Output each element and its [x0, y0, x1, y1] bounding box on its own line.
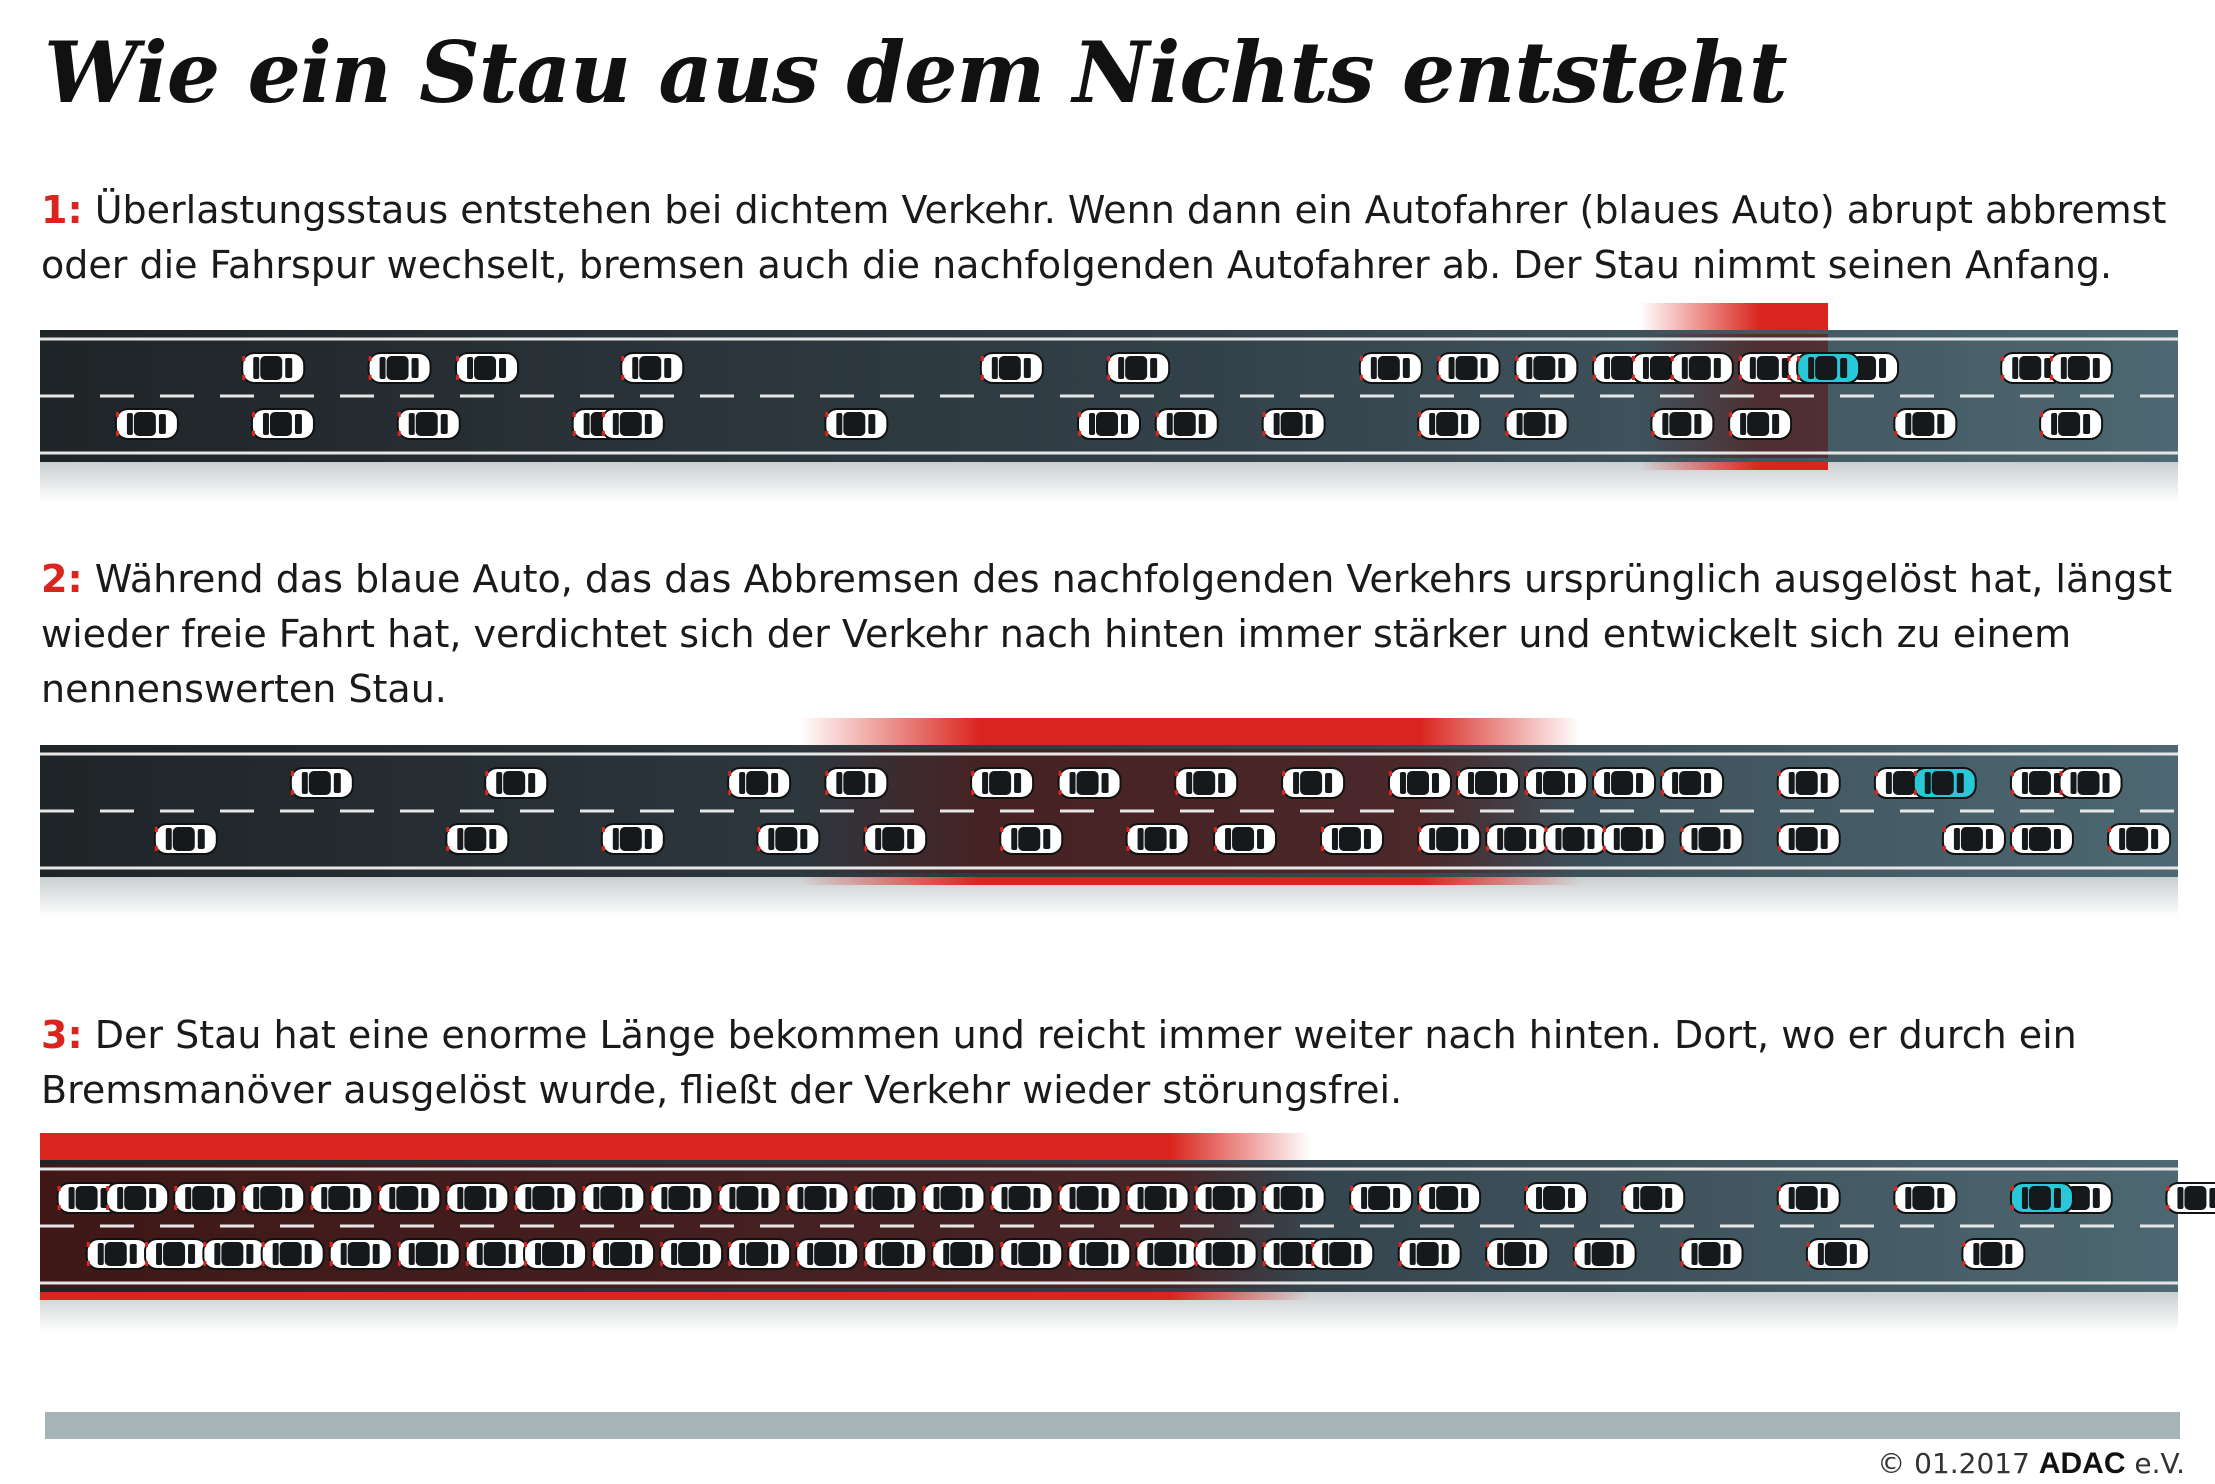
car — [932, 1239, 994, 1269]
car — [1000, 824, 1062, 854]
car — [621, 353, 683, 383]
car — [456, 353, 518, 383]
car — [1661, 768, 1723, 798]
car — [1399, 1239, 1461, 1269]
car — [2040, 409, 2102, 439]
car — [330, 1239, 392, 1269]
car — [971, 768, 1033, 798]
car — [1894, 1183, 1956, 1213]
car — [203, 1239, 265, 1269]
panel-3-road — [0, 1130, 2215, 1330]
car — [1729, 409, 1791, 439]
car — [398, 409, 460, 439]
car — [87, 1239, 149, 1269]
car — [1418, 1183, 1480, 1213]
car — [1195, 1183, 1257, 1213]
car — [1807, 1239, 1869, 1269]
page-title: Wie ein Stau aus dem Nichts entsteht — [44, 23, 1787, 122]
car — [446, 1183, 508, 1213]
panel-2-number: 2: — [41, 557, 83, 601]
car — [1778, 768, 1840, 798]
car — [1457, 768, 1519, 798]
car — [1622, 1183, 1684, 1213]
car — [864, 824, 926, 854]
car — [1127, 824, 1189, 854]
car — [592, 1239, 654, 1269]
panel-2-road — [0, 715, 2215, 915]
car — [1671, 353, 1733, 383]
car — [1418, 409, 1480, 439]
car — [923, 1183, 985, 1213]
car — [1486, 1239, 1548, 1269]
car — [1360, 353, 1422, 383]
car — [310, 1183, 372, 1213]
car — [2050, 353, 2112, 383]
car — [291, 768, 353, 798]
car — [262, 1239, 324, 1269]
car — [106, 1183, 168, 1213]
car — [981, 353, 1043, 383]
panel-3-text: Der Stau hat eine enorme Länge bekommen und reicht immer weiter nach hinten. Dort, wo er durch ein Bremsmanöver ausgelöst wurde, fließt der Verkehr wieder störungsfrei. — [41, 1013, 2077, 1112]
car — [1263, 409, 1325, 439]
car — [145, 1239, 207, 1269]
car — [485, 768, 547, 798]
panel-2-caption — [41, 552, 2191, 717]
car — [1195, 1239, 1257, 1269]
car — [1078, 409, 1140, 439]
panel-1-text: Überlastungsstaus entstehen bei dichtem Verkehr. Wenn dann ein Autofahrer (blaues Auto) abrupt abbremst oder die Fahrspur wechselt, bremsen auch die nachfolgenden Autofahrer ab. Der Stau nimmt seinen Anfang. — [41, 188, 2167, 287]
car — [1068, 1239, 1130, 1269]
highlight-car — [2011, 1183, 2073, 1213]
car — [1943, 824, 2005, 854]
car — [1603, 824, 1665, 854]
highlight-car — [1914, 768, 1976, 798]
car — [1107, 353, 1169, 383]
car — [1681, 1239, 1743, 1269]
car — [1214, 824, 1276, 854]
car — [1059, 768, 1121, 798]
car — [1486, 824, 1548, 854]
car — [514, 1183, 576, 1213]
car — [378, 1183, 440, 1213]
car — [1311, 1239, 1373, 1269]
car — [991, 1183, 1053, 1213]
car — [2011, 824, 2073, 854]
car — [602, 409, 664, 439]
car — [1127, 1183, 1189, 1213]
car — [524, 1239, 586, 1269]
car — [1651, 409, 1713, 439]
car — [155, 824, 217, 854]
car — [1175, 768, 1237, 798]
car — [728, 768, 790, 798]
car — [1506, 409, 1568, 439]
car — [602, 824, 664, 854]
car — [174, 1183, 236, 1213]
panel-1-caption — [41, 183, 2191, 293]
car — [660, 1239, 722, 1269]
highlight-car — [1797, 353, 1859, 383]
panel-3-number: 3: — [41, 1013, 83, 1057]
car — [582, 1183, 644, 1213]
copyright-credit — [1877, 1447, 2185, 1481]
brand-logo: ADAC — [2038, 1447, 2126, 1480]
car — [718, 1183, 780, 1213]
brand-suffix: e.V. — [2134, 1447, 2185, 1480]
car — [116, 409, 178, 439]
car — [864, 1239, 926, 1269]
car — [757, 824, 819, 854]
panel-1-number: 1: — [41, 188, 83, 232]
car — [1282, 768, 1344, 798]
car — [1525, 1183, 1587, 1213]
car — [1515, 353, 1577, 383]
car — [369, 353, 431, 383]
car — [1525, 768, 1587, 798]
car — [1544, 824, 1606, 854]
car — [1350, 1183, 1412, 1213]
panel-2-text: Während das blaue Auto, das das Abbremsen des nachfolgenden Verkehrs ursprünglich ausgelöst hat, längst wieder freie Fahrt hat, verdichtet sich der Verkehr nach hinten immer stärker und entwickelt sich zu einem nennenswerten Stau. — [41, 557, 2173, 711]
car — [825, 409, 887, 439]
car — [1593, 768, 1655, 798]
car — [2108, 824, 2170, 854]
car — [1059, 1183, 1121, 1213]
car — [796, 1239, 858, 1269]
car — [1778, 824, 1840, 854]
footer-bar — [45, 1412, 2180, 1439]
car — [466, 1239, 528, 1269]
car — [1962, 1239, 2024, 1269]
panel-1-road — [0, 300, 2215, 500]
car — [728, 1239, 790, 1269]
car — [398, 1239, 460, 1269]
car — [1438, 353, 1500, 383]
car — [252, 409, 314, 439]
car — [786, 1183, 848, 1213]
car — [1418, 824, 1480, 854]
car — [854, 1183, 916, 1213]
car — [1574, 1239, 1636, 1269]
car — [2166, 1183, 2215, 1213]
car — [1321, 824, 1383, 854]
car — [242, 353, 304, 383]
car — [1894, 409, 1956, 439]
panel-3-caption — [41, 1008, 2191, 1118]
car — [1389, 768, 1451, 798]
car — [242, 1183, 304, 1213]
car — [1000, 1239, 1062, 1269]
car — [446, 824, 508, 854]
car — [1136, 1239, 1198, 1269]
car — [650, 1183, 712, 1213]
car — [2060, 768, 2122, 798]
car — [1263, 1183, 1325, 1213]
copyright-text: © 01.2017 — [1877, 1447, 2030, 1480]
car — [1156, 409, 1218, 439]
car — [825, 768, 887, 798]
car — [1778, 1183, 1840, 1213]
car — [1681, 824, 1743, 854]
